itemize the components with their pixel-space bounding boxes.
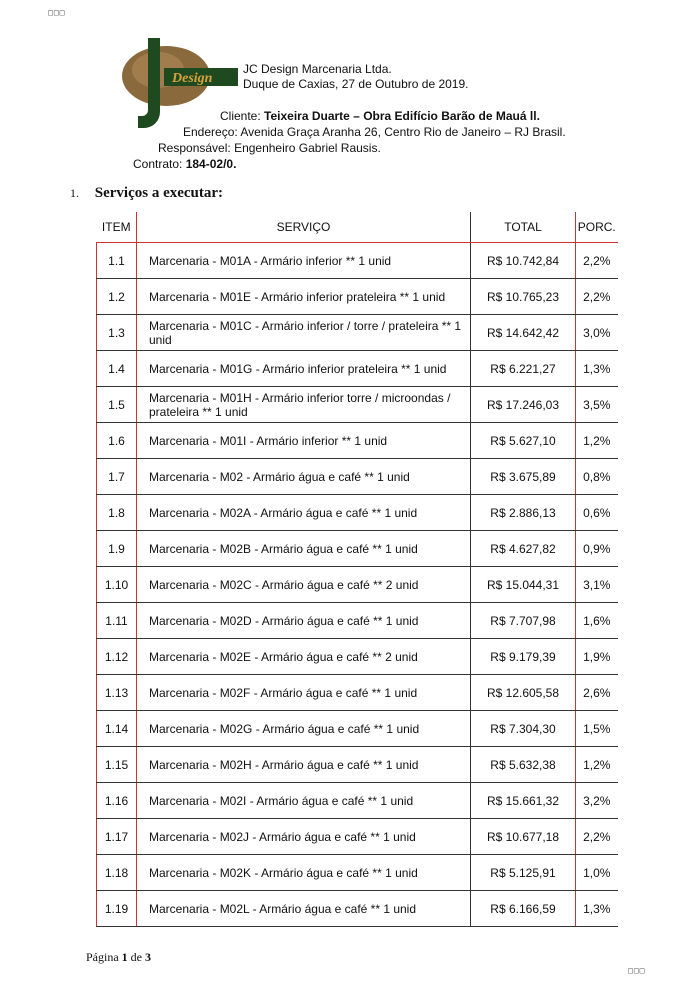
service-cell: Marcenaria - M02K - Armário água e café ** 1 unid bbox=[137, 855, 471, 891]
address-line bbox=[183, 124, 566, 140]
item-cell: 1.19 bbox=[97, 891, 137, 927]
service-cell: Marcenaria - M02A - Armário água e café ** 1 unid bbox=[137, 495, 471, 531]
table-row bbox=[97, 495, 618, 531]
item-cell: 1.18 bbox=[97, 855, 137, 891]
total-cell: R$ 3.675,89 bbox=[471, 459, 576, 495]
porc-cell: 3,0% bbox=[576, 315, 618, 351]
table-row bbox=[97, 855, 618, 891]
item-cell: 1.14 bbox=[97, 711, 137, 747]
table-row bbox=[97, 639, 618, 675]
table-row bbox=[97, 423, 618, 459]
responsible-value: Engenheiro Gabriel Rausis. bbox=[234, 141, 381, 155]
responsible-line bbox=[158, 140, 381, 156]
place-date: Duque de Caxias, 27 de Outubro de 2019. bbox=[243, 77, 469, 91]
total-cell: R$ 15.661,32 bbox=[471, 783, 576, 819]
address-value: Avenida Graça Aranha 26, Centro Rio de Janeiro – RJ Brasil. bbox=[240, 125, 566, 139]
total-cell: R$ 5.632,38 bbox=[471, 747, 576, 783]
service-cell: Marcenaria - M02C - Armário água e café ** 2 unid bbox=[137, 567, 471, 603]
total-cell: R$ 12.605,58 bbox=[471, 675, 576, 711]
service-cell: Marcenaria - M02H - Armário água e café ** 1 unid bbox=[137, 747, 471, 783]
porc-cell: 1,9% bbox=[576, 639, 618, 675]
service-cell: Marcenaria - M02G - Armário água e café ** 1 unid bbox=[137, 711, 471, 747]
porc-cell: 1,3% bbox=[576, 351, 618, 387]
table-row bbox=[97, 783, 618, 819]
item-cell: 1.9 bbox=[97, 531, 137, 567]
table-row bbox=[97, 675, 618, 711]
address-label: Endereço: bbox=[183, 125, 238, 139]
table-row bbox=[97, 459, 618, 495]
item-cell: 1.15 bbox=[97, 747, 137, 783]
porc-cell: 3,5% bbox=[576, 387, 618, 423]
porc-cell: 0,6% bbox=[576, 495, 618, 531]
contract-value: 184-02/0. bbox=[185, 157, 237, 171]
table-header-row bbox=[97, 212, 618, 243]
table-row bbox=[97, 387, 618, 423]
service-cell: Marcenaria - M02 - Armário água e café ** 1 unid bbox=[137, 459, 471, 495]
responsible-label: Responsável: bbox=[158, 141, 231, 155]
corner-mark-bottom: □□□ bbox=[628, 966, 646, 975]
porc-cell: 1,3% bbox=[576, 891, 618, 927]
porc-cell: 0,9% bbox=[576, 531, 618, 567]
contract-line bbox=[133, 156, 236, 172]
service-cell: Marcenaria - M01H - Armário inferior torre / microondas / prateleira ** 1 unid bbox=[137, 387, 471, 423]
item-cell: 1.5 bbox=[97, 387, 137, 423]
table-row bbox=[97, 279, 618, 315]
item-cell: 1.12 bbox=[97, 639, 137, 675]
item-cell: 1.11 bbox=[97, 603, 137, 639]
item-cell: 1.10 bbox=[97, 567, 137, 603]
porc-cell: 1,5% bbox=[576, 711, 618, 747]
contract-label: Contrato: bbox=[133, 157, 183, 171]
porc-cell: 1,0% bbox=[576, 855, 618, 891]
service-cell: Marcenaria - M01C - Armário inferior / torre / prateleira ** 1 unid bbox=[137, 315, 471, 351]
porc-cell: 2,6% bbox=[576, 675, 618, 711]
service-cell: Marcenaria - M01I - Armário inferior ** 1 unid bbox=[137, 423, 471, 459]
item-cell: 1.1 bbox=[97, 243, 137, 279]
total-cell: R$ 17.246,03 bbox=[471, 387, 576, 423]
page-total: 3 bbox=[145, 950, 151, 964]
section-number: 1. bbox=[70, 186, 79, 200]
porc-cell: 1,2% bbox=[576, 747, 618, 783]
section-title: Serviços a executar: bbox=[94, 185, 224, 201]
porc-cell: 3,1% bbox=[576, 567, 618, 603]
table-row bbox=[97, 315, 618, 351]
total-cell: R$ 6.221,27 bbox=[471, 351, 576, 387]
service-cell: Marcenaria - M02E - Armário água e café ** 2 unid bbox=[137, 639, 471, 675]
service-cell: Marcenaria - M02D - Armário água e café ** 1 unid bbox=[137, 603, 471, 639]
page-of: de bbox=[130, 950, 142, 964]
service-cell: Marcenaria - M02L - Armário água e café ** 1 unid bbox=[137, 891, 471, 927]
item-cell: 1.8 bbox=[97, 495, 137, 531]
section-heading bbox=[70, 185, 223, 202]
company-info bbox=[243, 62, 469, 92]
total-cell: R$ 9.179,39 bbox=[471, 639, 576, 675]
total-cell: R$ 4.627,82 bbox=[471, 531, 576, 567]
porc-cell: 1,6% bbox=[576, 603, 618, 639]
item-cell: 1.2 bbox=[97, 279, 137, 315]
service-cell: Marcenaria - M02J - Armário água e café ** 1 unid bbox=[137, 819, 471, 855]
page-number bbox=[86, 950, 151, 965]
service-cell: Marcenaria - M01E - Armário inferior prateleira ** 1 unid bbox=[137, 279, 471, 315]
service-cell: Marcenaria - M02I - Armário água e café ** 1 unid bbox=[137, 783, 471, 819]
item-cell: 1.13 bbox=[97, 675, 137, 711]
table-row bbox=[97, 711, 618, 747]
porc-cell: 1,2% bbox=[576, 423, 618, 459]
svg-text:Design: Design bbox=[172, 71, 213, 86]
total-cell: R$ 6.166,59 bbox=[471, 891, 576, 927]
header-item: ITEM bbox=[97, 212, 137, 243]
service-cell: Marcenaria - M02F - Armário água e café ** 1 unid bbox=[137, 675, 471, 711]
item-cell: 1.16 bbox=[97, 783, 137, 819]
header-porc: PORC. bbox=[576, 212, 618, 243]
service-cell: Marcenaria - M01A - Armário inferior ** 1 unid bbox=[137, 243, 471, 279]
total-cell: R$ 10.765,23 bbox=[471, 279, 576, 315]
service-cell: Marcenaria - M01G - Armário inferior prateleira ** 1 unid bbox=[137, 351, 471, 387]
client-value: Teixeira Duarte – Obra Edifício Barão de Mauá ll. bbox=[264, 109, 540, 123]
page-word: Página bbox=[86, 950, 119, 964]
service-cell: Marcenaria - M02B - Armário água e café ** 1 unid bbox=[137, 531, 471, 567]
porc-cell: 2,2% bbox=[576, 279, 618, 315]
porc-cell: 3,2% bbox=[576, 783, 618, 819]
item-cell: 1.3 bbox=[97, 315, 137, 351]
services-table bbox=[96, 212, 618, 927]
page-current: 1 bbox=[121, 950, 128, 964]
item-cell: 1.17 bbox=[97, 819, 137, 855]
table-row bbox=[97, 747, 618, 783]
table-row bbox=[97, 567, 618, 603]
table-row bbox=[97, 819, 618, 855]
porc-cell: 2,2% bbox=[576, 819, 618, 855]
client-line bbox=[220, 108, 540, 124]
table-row bbox=[97, 351, 618, 387]
total-cell: R$ 5.125,91 bbox=[471, 855, 576, 891]
total-cell: R$ 10.742,84 bbox=[471, 243, 576, 279]
item-cell: 1.7 bbox=[97, 459, 137, 495]
total-cell: R$ 15.044,31 bbox=[471, 567, 576, 603]
total-cell: R$ 7.707,98 bbox=[471, 603, 576, 639]
porc-cell: 2,2% bbox=[576, 243, 618, 279]
header-total: TOTAL bbox=[471, 212, 576, 243]
table-row bbox=[97, 891, 618, 927]
table-row bbox=[97, 243, 618, 279]
client-label: Cliente: bbox=[220, 109, 261, 123]
porc-cell: 0,8% bbox=[576, 459, 618, 495]
total-cell: R$ 5.627,10 bbox=[471, 423, 576, 459]
header-service: SERVIÇO bbox=[137, 212, 471, 243]
total-cell: R$ 2.886,13 bbox=[471, 495, 576, 531]
corner-mark-top: □□□ bbox=[48, 8, 66, 17]
total-cell: R$ 14.642,42 bbox=[471, 315, 576, 351]
table-row bbox=[97, 603, 618, 639]
total-cell: R$ 10.677,18 bbox=[471, 819, 576, 855]
total-cell: R$ 7.304,30 bbox=[471, 711, 576, 747]
company-name: JC Design Marcenaria Ltda. bbox=[243, 62, 392, 76]
item-cell: 1.4 bbox=[97, 351, 137, 387]
item-cell: 1.6 bbox=[97, 423, 137, 459]
table-row bbox=[97, 531, 618, 567]
